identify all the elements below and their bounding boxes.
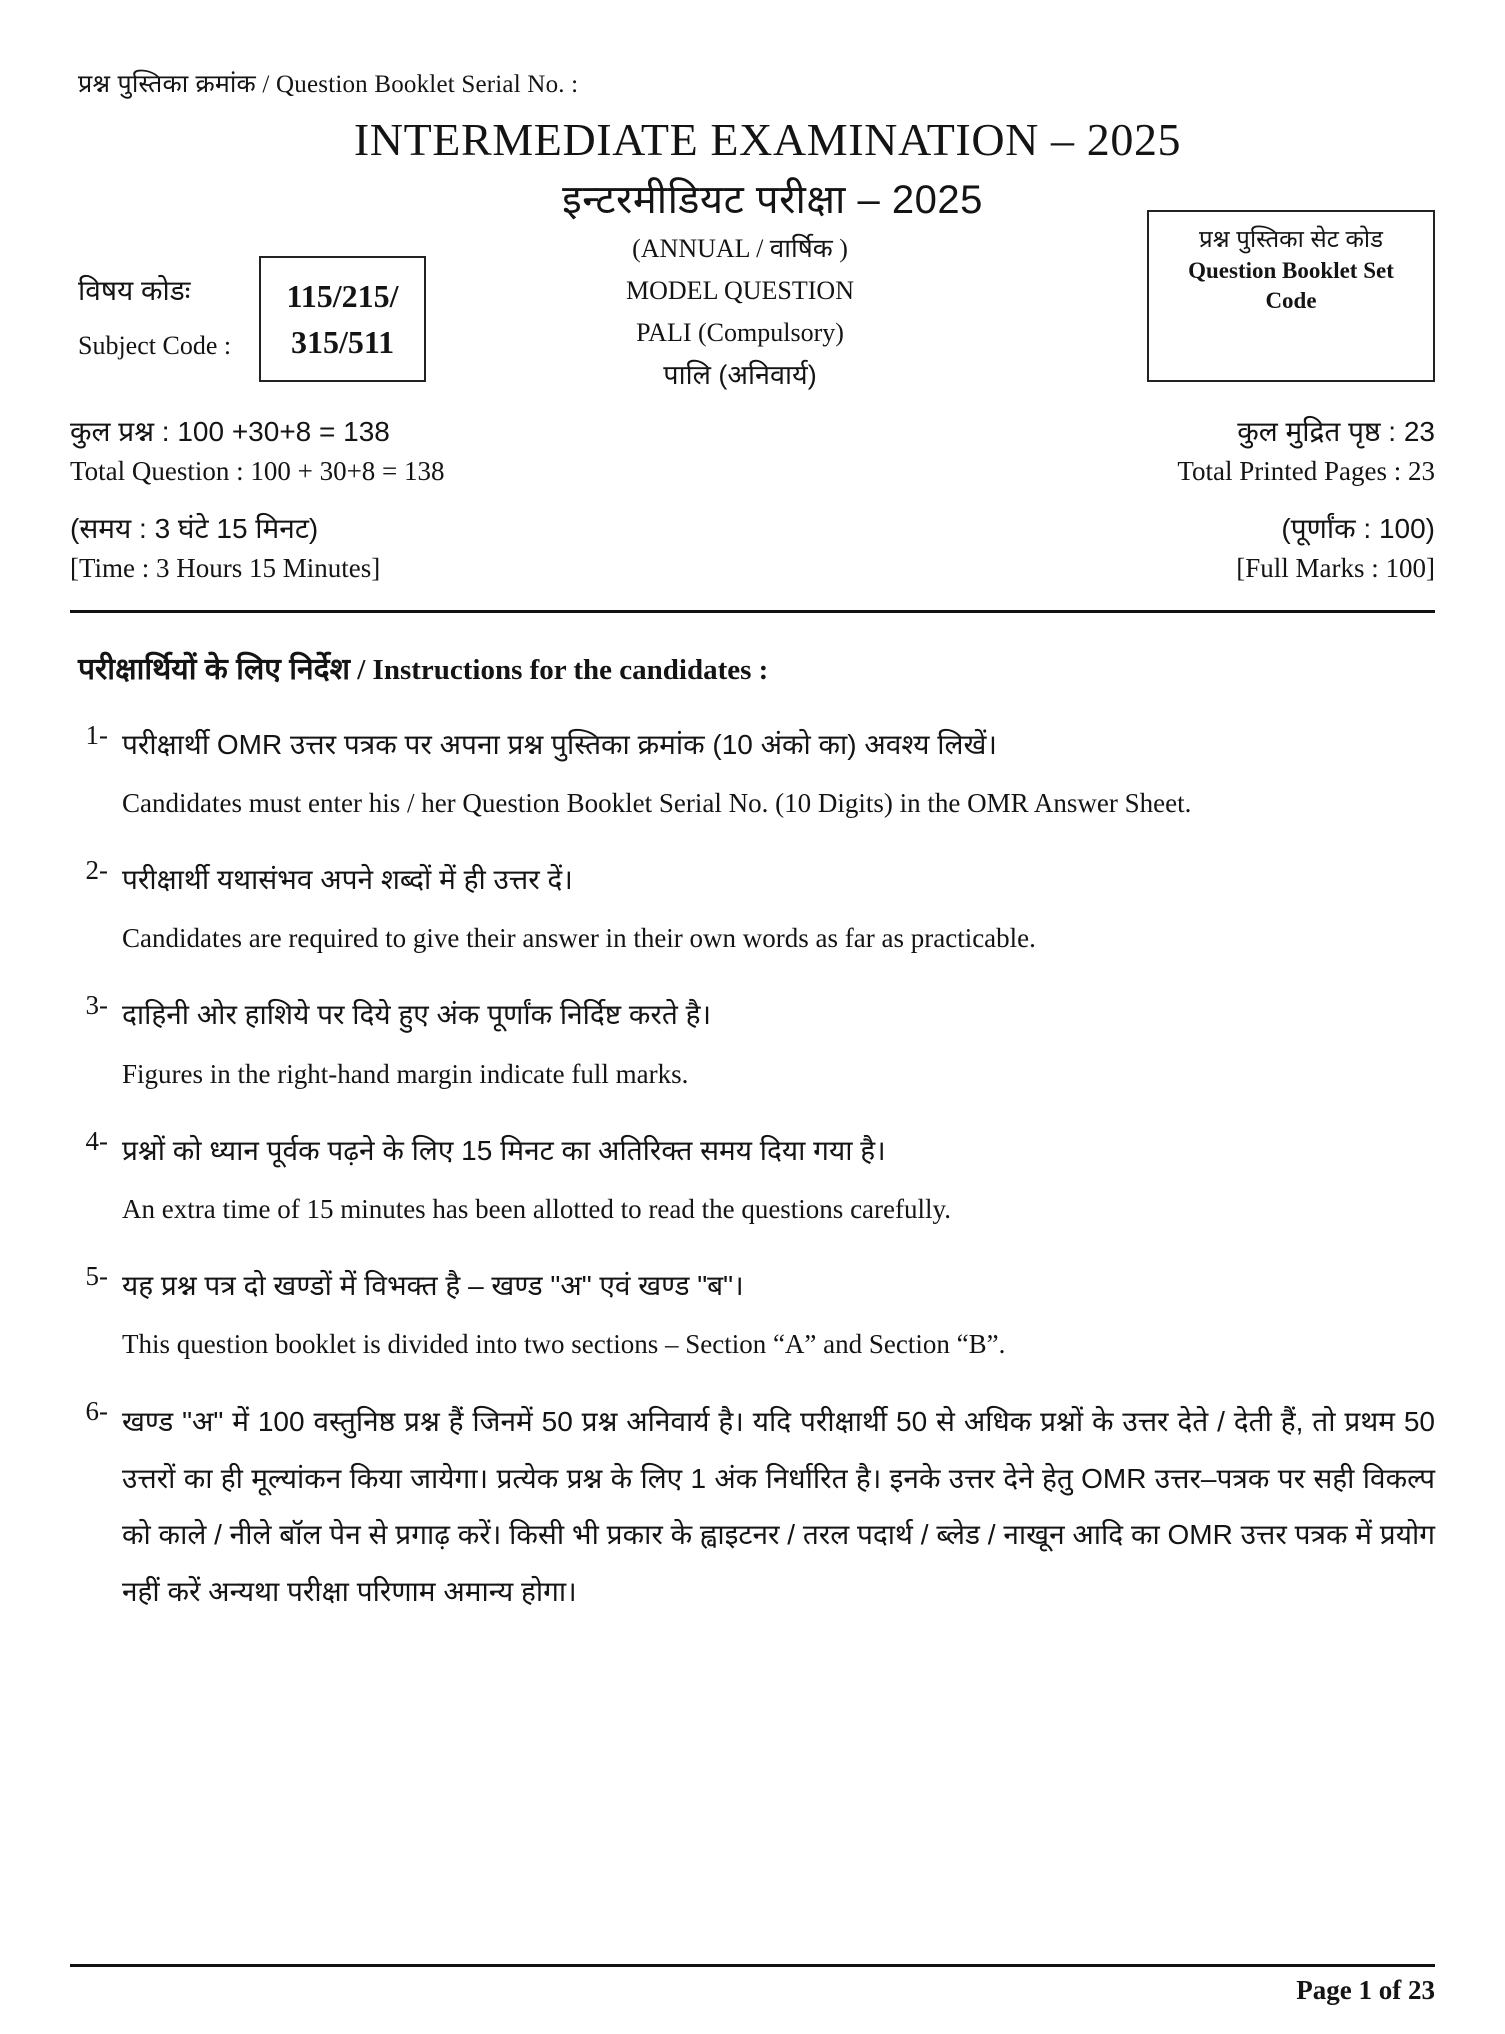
subject-code-label-hi: विषय कोडः <box>78 275 191 306</box>
instruction-body-4 <box>122 1124 1435 1233</box>
instruction-text-en-1: Candidates must enter his / her Question Booklet Serial No. (10 Digits) in the OMR Answer Sheet. <box>122 788 1192 819</box>
total-questions-hi: कुल प्रश्न : 100 +30+8 = 138 <box>70 416 390 447</box>
instruction-body-1 <box>122 718 1435 827</box>
instruction-number-4: 4- <box>85 1125 108 1156</box>
instruction-item-1 <box>70 718 1435 827</box>
total-printed-pages-en: Total Printed Pages : 23 <box>1177 456 1435 486</box>
footer-divider <box>70 1964 1435 1967</box>
instruction-text-en-3: Figures in the right-hand margin indicate full marks. <box>122 1058 689 1089</box>
total-questions-en: Total Question : 100 + 30+8 = 138 <box>70 456 445 486</box>
instructions-heading <box>78 647 1435 688</box>
instructions-list <box>70 718 1435 1620</box>
instruction-body-6 <box>122 1394 1435 1620</box>
meta-row-totals-en <box>70 456 1435 487</box>
instruction-text-en-2: Candidates are required to give their answer in their own words as far as practicable. <box>122 923 1036 954</box>
subject-code-label-en: Subject Code : <box>78 331 232 360</box>
exam-annual-line: (ANNUAL / वार्षिक ) <box>632 234 848 263</box>
full-marks-hi: (पूर्णांक : 100) <box>1281 513 1435 544</box>
instructions-heading-en: Instructions for the candidates : <box>372 654 769 686</box>
instruction-item-2 <box>70 853 1435 962</box>
instruction-number-6: 6- <box>85 1396 108 1427</box>
exam-center-details <box>460 228 1020 398</box>
instruction-item-3 <box>70 988 1435 1097</box>
instruction-text-en-5: This question booklet is divided into two sections – Section “A” and Section “B”. <box>122 1329 1006 1360</box>
instruction-body-3 <box>122 988 1435 1097</box>
subject-name-en: PALI (Compulsory) <box>636 318 844 348</box>
instruction-text-en-4: An extra time of 15 minutes has been allotted to read the questions carefully. <box>122 1193 951 1224</box>
masthead <box>70 116 1435 406</box>
exam-title-hi: इन्टरमीडियट परीक्षा – 2025 <box>562 178 983 223</box>
exam-time-hi: (समय : 3 घंटे 15 मिनट) <box>70 513 319 544</box>
model-question-label: MODEL QUESTION <box>626 276 854 306</box>
instruction-body-5 <box>122 1259 1435 1368</box>
instruction-text-hi-5: यह प्रश्न पत्र दो खण्डों में विभक्त है – खण्ड "अ" एवं खण्ड "ब"। <box>122 1269 744 1301</box>
set-code-label-en-line1: Question Booklet Set <box>1188 257 1394 283</box>
meta-row-time-marks-hi <box>70 509 1435 547</box>
question-booklet-set-code-box[interactable] <box>1147 210 1435 382</box>
instruction-text-hi-6: खण्ड "अ" में 100 वस्तुनिष्ठ प्रश्न हैं जिनमें 50 प्रश्न अनिवार्य है। यदि परीक्षार्थी 50 से अधिक प्रश्नों के उत्तर देते / देती हैं, तो प्रथम 50 उत्तरों का ही मूल्यांकन किया जायेगा। प्रत्येक प्रश्न के लिए 1 अंक निर्धारित है। इनके उत्तर देने हेतु OMR उत्तर–पत्रक पर सही विकल्प को काले / नीले बॉल पेन से प्रगाढ़ करें। किसी भी प्रकार के ह्वाइटनर / तरल पदार्थ / ब्लेड / नाखून आदि का OMR उत्तर पत्रक में प्रयोग नहीं करें अन्यथा परीक्षा परिणाम अमान्य होगा। <box>122 1406 1435 1607</box>
instruction-body-2 <box>122 853 1435 962</box>
instruction-text-hi-1: परीक्षार्थी OMR उत्तर पत्रक पर अपना प्रश्न पुस्तिका क्रमांक (10 अंको का) अवश्य लिखें। <box>122 729 998 760</box>
subject-code-box <box>259 256 426 382</box>
booklet-serial-label-hi: प्रश्न पुस्तिका क्रमांक <box>78 70 256 98</box>
instruction-item-5 <box>70 1259 1435 1368</box>
instruction-number-5: 5- <box>85 1260 108 1291</box>
booklet-serial-separator: / <box>262 71 270 98</box>
set-code-label-en-line2: Code <box>1265 287 1317 313</box>
header-divider <box>70 610 1435 613</box>
instruction-item-6 <box>70 1394 1435 1620</box>
instruction-number-1: 1- <box>85 720 108 750</box>
meta-spacer <box>70 493 1435 509</box>
subject-code-line-1: 115/215/ <box>286 277 399 314</box>
exam-title-en: INTERMEDIATE EXAMINATION – 2025 <box>353 114 1182 165</box>
set-code-label-hi: प्रश्न पुस्तिका सेट कोड <box>1199 226 1383 253</box>
instruction-number-3: 3- <box>85 990 108 1021</box>
subject-name-hi: पालि (अनिवार्य) <box>663 360 817 391</box>
instruction-text-hi-3: दाहिनी ओर हाशिये पर दिये हुए अंक पूर्णांक निर्दिष्ट करते है। <box>122 999 712 1031</box>
meta-row-time-marks-en <box>70 553 1435 584</box>
instruction-item-4 <box>70 1124 1435 1233</box>
instructions-heading-hi: परीक्षार्थियों के लिए निर्देश <box>78 653 350 686</box>
instructions-heading-separator: / <box>357 654 366 686</box>
subject-code-block <box>78 256 426 382</box>
booklet-serial-label-en: Question Booklet Serial No. : <box>276 71 579 98</box>
instruction-text-hi-2: परीक्षार्थी यथासंभव अपने शब्दों में ही उत्तर दें। <box>122 864 573 896</box>
instruction-number-2: 2- <box>85 855 108 886</box>
total-printed-pages-hi: कुल मुद्रित पृष्ठ : 23 <box>1237 416 1435 447</box>
subject-code-line-2: 315/511 <box>290 324 395 360</box>
meta-row-totals-hi <box>70 412 1435 450</box>
page-footer <box>70 1964 1435 2006</box>
full-marks-en: [Full Marks : 100] <box>1236 553 1435 583</box>
exam-meta <box>70 412 1435 584</box>
instruction-text-hi-4: प्रश्नों को ध्यान पूर्वक पढ़ने के लिए 15 मिनट का अतिरिक्त समय दिया गया है। <box>122 1134 886 1166</box>
page-number: Page 1 of 23 <box>1296 1975 1435 2005</box>
booklet-serial-line <box>78 66 1435 100</box>
exam-time-en: [Time : 3 Hours 15 Minutes] <box>70 553 381 583</box>
subject-code-labels <box>78 277 253 361</box>
